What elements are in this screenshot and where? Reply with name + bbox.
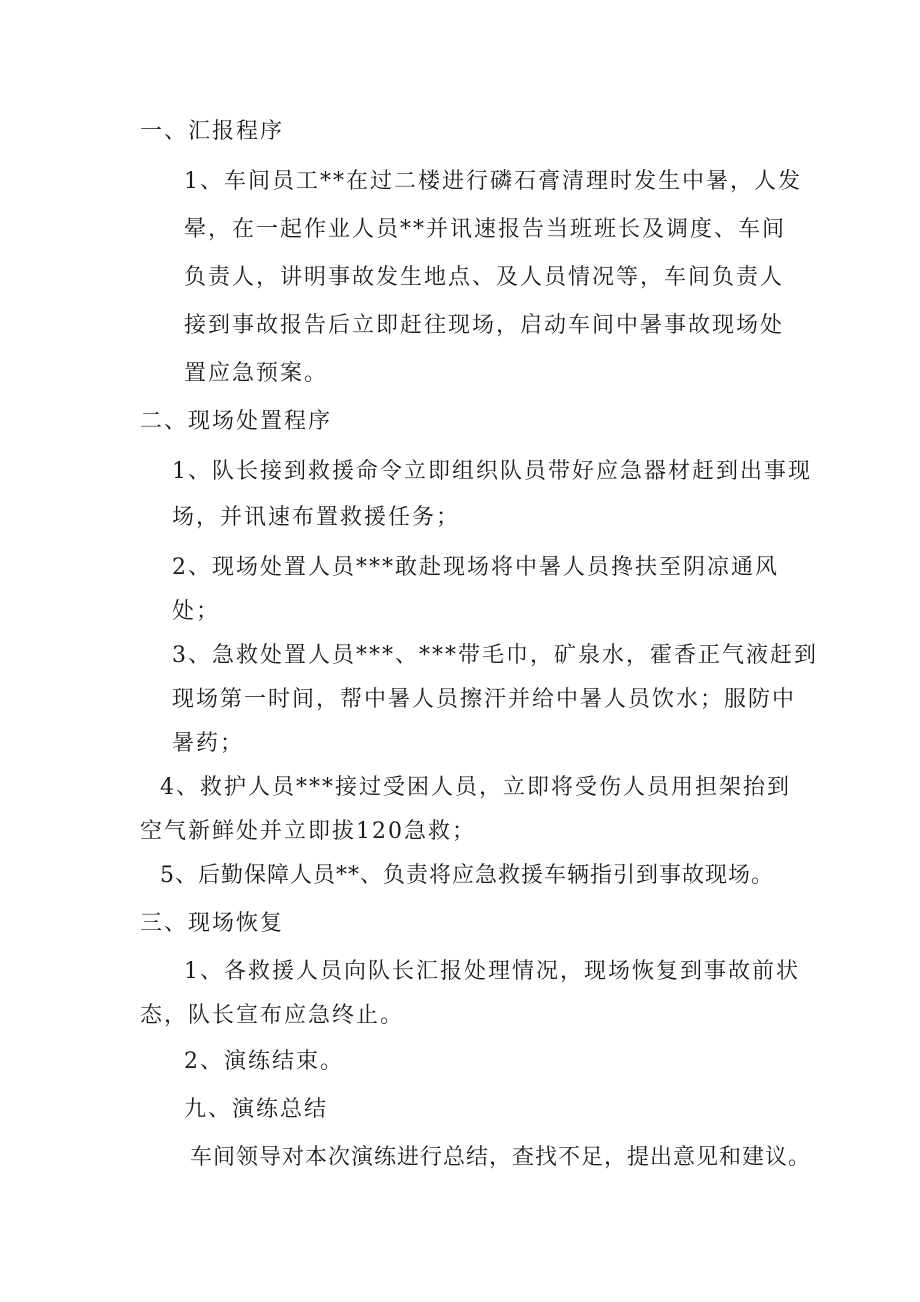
paragraph-line: 态，队长宣布应急终止。 [140, 1003, 405, 1028]
section-heading-site-recovery: 三、现场恢复 [140, 911, 285, 936]
paragraph-line: 负责人，讲明事故发生地点、及人员情况等，车间负责人 [184, 265, 785, 290]
paragraph-line: 处； [172, 599, 221, 624]
section-heading-report-procedure: 一、汇报程序 [140, 119, 285, 144]
paragraph-line: 1、各救援人员向队长汇报处理情况，现场恢复到事故前状 [184, 959, 800, 984]
paragraph-line: 晕，在一起作业人员**并讯速报告当班班长及调度、车间 [184, 217, 787, 242]
paragraph-line: 1、队长接到救援命令立即组织队员带好应急器材赶到出事现 [172, 459, 812, 484]
paragraph-line: 2、现场处置人员***敢赴现场将中暑人员搀扶至阴凉通风 [172, 555, 779, 580]
paragraph-line: 4、救护人员***接过受困人员，立即将受伤人员用担架抬到 [160, 775, 791, 800]
paragraph-line: 现场第一时间，帮中暑人员擦汗并给中暑人员饮水；服防中 [172, 687, 797, 712]
section-heading-onsite-procedure: 二、现场处置程序 [140, 409, 333, 434]
paragraph-line: 空气新鲜处并立即拔120急救； [140, 819, 476, 844]
paragraph-line: 2、演练结束。 [184, 1049, 344, 1074]
paragraph-line: 5、后勤保障人员**、负责将应急救援车辆指引到事故现场。 [160, 863, 774, 888]
paragraph-line: 3、急救处置人员***、***带毛巾，矿泉水，霍香正气液赶到 [172, 643, 818, 668]
paragraph-line: 暑药； [172, 731, 245, 756]
paragraph-line: 置应急预案。 [184, 361, 329, 386]
paragraph-line: 1、车间员工**在过二楼进行磷石膏清理时发生中暑，人发 [184, 169, 802, 194]
paragraph-line: 车间领导对本次演练进行总结，查找不足，提出意见和建议。 [190, 1145, 812, 1170]
section-heading-drill-summary: 九、演练总结 [184, 1097, 329, 1122]
paragraph-line: 场，并讯速布置救援任务； [172, 505, 461, 530]
paragraph-line: 接到事故报告后立即赶往现场，启动车间中暑事故现场处 [184, 313, 785, 338]
